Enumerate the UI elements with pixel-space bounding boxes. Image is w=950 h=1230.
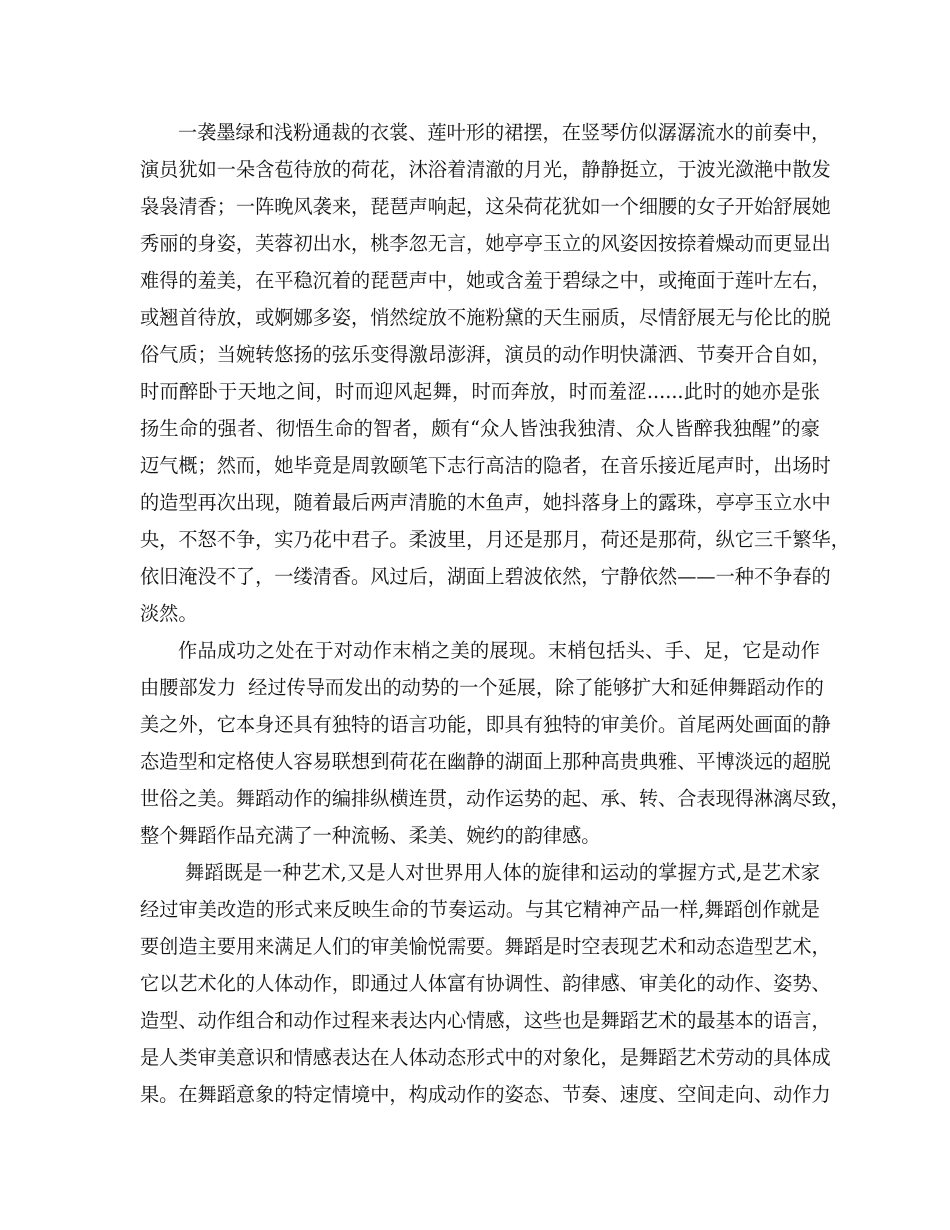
paragraph-line: 淡然。 [140, 602, 198, 625]
paragraph-line: 它以艺术化的人体动作，即通过人体富有协调性、韵律感、审美化的动作、姿势、 [140, 972, 831, 995]
paragraph-line: 时而醉卧于天地之间，时而迎风起舞，时而奔放，时而羞涩......此时的她亦是张 [140, 380, 820, 403]
paragraph-line: 或翘首待放，或婀娜多姿，悄然绽放不施粉黛的天生丽质，尽情舒展无与伦比的脱 [140, 306, 831, 329]
paragraph-line: 是人类审美意识和情感表达在人体动态形式中的对象化，是舞蹈艺术劳动的具体成 [140, 1046, 831, 1069]
paragraph-line: 央，不怒不争，实乃花中君子。柔波里，月还是那月，荷还是那荷，纵它三千繁华， [140, 528, 850, 551]
paragraph-line: 美之外，它本身还具有独特的语言功能，即具有独特的审美价。首尾两处画面的静 [140, 713, 831, 736]
paragraph-2 [140, 632, 850, 854]
paragraph-line: 的造型再次出现，随着最后两声清脆的木鱼声，她抖落身上的露珠，亭亭玉立水中 [140, 491, 831, 514]
paragraph-line: 演员犹如一朵含苞待放的荷花，沐浴着清澈的月光，静静挺立，于波光潋滟中散发 [140, 158, 831, 181]
paragraph-line: 俗气质；当婉转悠扬的弦乐变得激昂澎湃，演员的动作明快潇洒、节奏开合自如， [140, 343, 831, 366]
paragraph-line: 难得的羞美，在平稳沉着的琵琶声中，她或含羞于碧绿之中，或掩面于莲叶左右， [140, 269, 831, 292]
paragraph-line: 整个舞蹈作品充满了一种流畅、柔美、婉约的韵律感。 [140, 824, 601, 847]
paragraph-line: 要创造主要用来满足人们的审美愉悦需要。舞蹈是时空表现艺术和动态造型艺术， [140, 935, 831, 958]
paragraph-line: 迈气概；然而，她毕竟是周敦颐笔下志行高洁的隐者，在音乐接近尾声时，出场时 [140, 454, 831, 477]
paragraph-line: 舞蹈既是一种艺术,又是人对世界用人体的旋律和运动的掌握方式,是艺术家 [185, 861, 820, 884]
paragraph-line: 袅袅清香；一阵晚风袭来，琵琶声响起，这朵荷花犹如一个细腰的女子开始舒展她 [140, 195, 831, 218]
paragraph-1 [140, 114, 850, 632]
paragraph-line: 造型、动作组合和动作过程来表达内心情感，这些也是舞蹈艺术的最基本的语言， [140, 1009, 831, 1032]
paragraph-line: 扬生命的强者、彻悟生命的智者，颇有“众人皆浊我独清、众人皆醉我独醒”的豪 [140, 417, 820, 440]
paragraph-line: 态造型和定格使人容易联想到荷花在幽静的湖面上那种高贵典雅、平博淡远的超脱 [140, 750, 831, 773]
paragraph-line: 果。在舞蹈意象的特定情境中，构成动作的姿态、节奏、速度、空间走向、动作力 [140, 1083, 831, 1106]
document-body [140, 114, 850, 1113]
paragraph-line: 世俗之美。舞蹈动作的编排纵横连贯，动作运势的起、承、转、合表现得淋漓尽致， [140, 787, 850, 810]
paragraph-line: 依旧淹没不了，一缕清香。风过后，湖面上碧波依然，宁静依然——一种不争春的 [140, 565, 831, 588]
paragraph-line: 由腰部发力 经过传导而发出的动势的一个延展，除了能够扩大和延伸舞蹈动作的 [140, 676, 824, 699]
paragraph-line: 秀丽的身姿，芙蓉初出水，桃李忽无言，她亭亭玉立的风姿因按捺着燥动而更显出 [140, 232, 831, 255]
paragraph-line: 经过审美改造的形式来反映生命的节奏运动。与其它精神产品一样,舞蹈创作就是 [140, 898, 820, 921]
paragraph-line: 一袭墨绿和浅粉通裁的衣裳、莲叶形的裙摆，在竖琴仿似潺潺流水的前奏中， [178, 121, 831, 144]
paragraph-3 [140, 854, 831, 1113]
paragraph-line: 作品成功之处在于对动作末梢之美的展现。末梢包括头、手、足，它是动作 [178, 639, 820, 662]
